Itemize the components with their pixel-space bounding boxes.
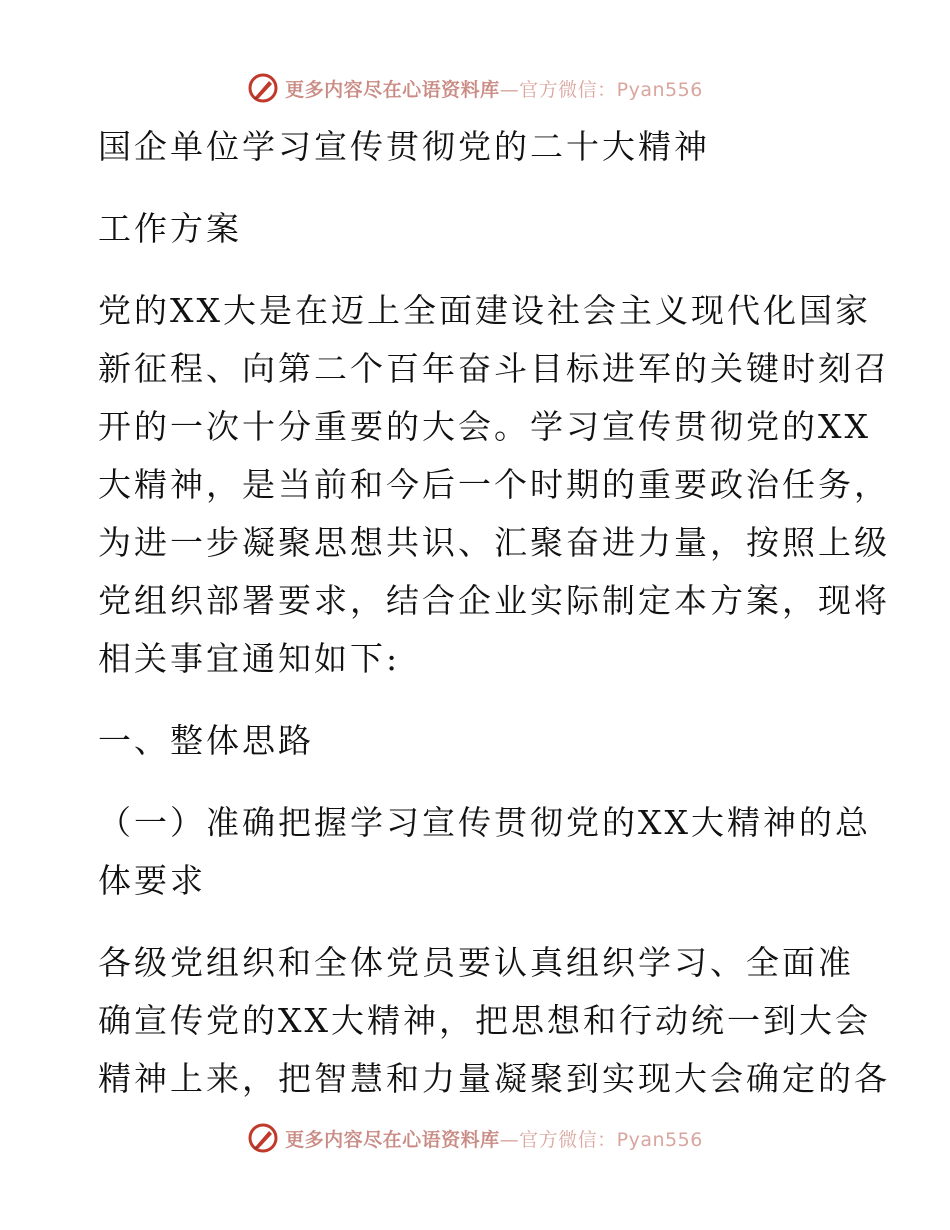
document-subtitle: 工作方案 xyxy=(98,209,242,248)
watermark-text: 更多内容尽在心语资料库—官方微信：Pyan556 xyxy=(285,78,703,101)
watermark-text: 更多内容尽在心语资料库—官方微信：Pyan556 xyxy=(285,1128,703,1151)
text-line: （一）准确把握学习宣传贯彻党的XX大精神的总 xyxy=(98,803,871,842)
paragraph-body xyxy=(98,934,890,1108)
text-line: 为进一步凝聚思想共识、汇聚奋进力量，按照上级 xyxy=(98,523,890,562)
section-heading: 一、整体思路 xyxy=(98,721,314,760)
text-line: 相关事宜通知如下: xyxy=(98,639,401,678)
text-line: 党的XX大是在迈上全面建设社会主义现代化国家 xyxy=(98,291,871,330)
text-line: 各级党组织和全体党员要认真组织学习、全面准 xyxy=(98,943,854,982)
text-line: 党组织部署要求，结合企业实际制定本方案，现将 xyxy=(98,581,890,620)
document-title: 国企单位学习宣传贯彻党的二十大精神 xyxy=(98,127,710,166)
text-line: 体要求 xyxy=(98,861,206,900)
text-line: 大精神，是当前和今后一个时期的重要政治任务， xyxy=(98,465,890,504)
paragraph-intro xyxy=(98,282,890,688)
pen-logo-icon xyxy=(247,72,279,104)
pen-logo-icon xyxy=(247,1122,279,1154)
text-line: 开的一次十分重要的大会。学习宣传贯彻党的XX xyxy=(98,407,871,446)
header-watermark xyxy=(0,72,950,104)
footer-watermark xyxy=(0,1122,950,1154)
subsection-heading xyxy=(98,794,871,910)
document-body xyxy=(98,118,890,1108)
text-line: 确宣传党的XX大精神，把思想和行动统一到大会 xyxy=(98,1001,871,1040)
text-line: 新征程、向第二个百年奋斗目标进军的关键时刻召 xyxy=(98,349,890,388)
text-line: 精神上来，把智慧和力量凝聚到实现大会确定的各 xyxy=(98,1059,890,1098)
